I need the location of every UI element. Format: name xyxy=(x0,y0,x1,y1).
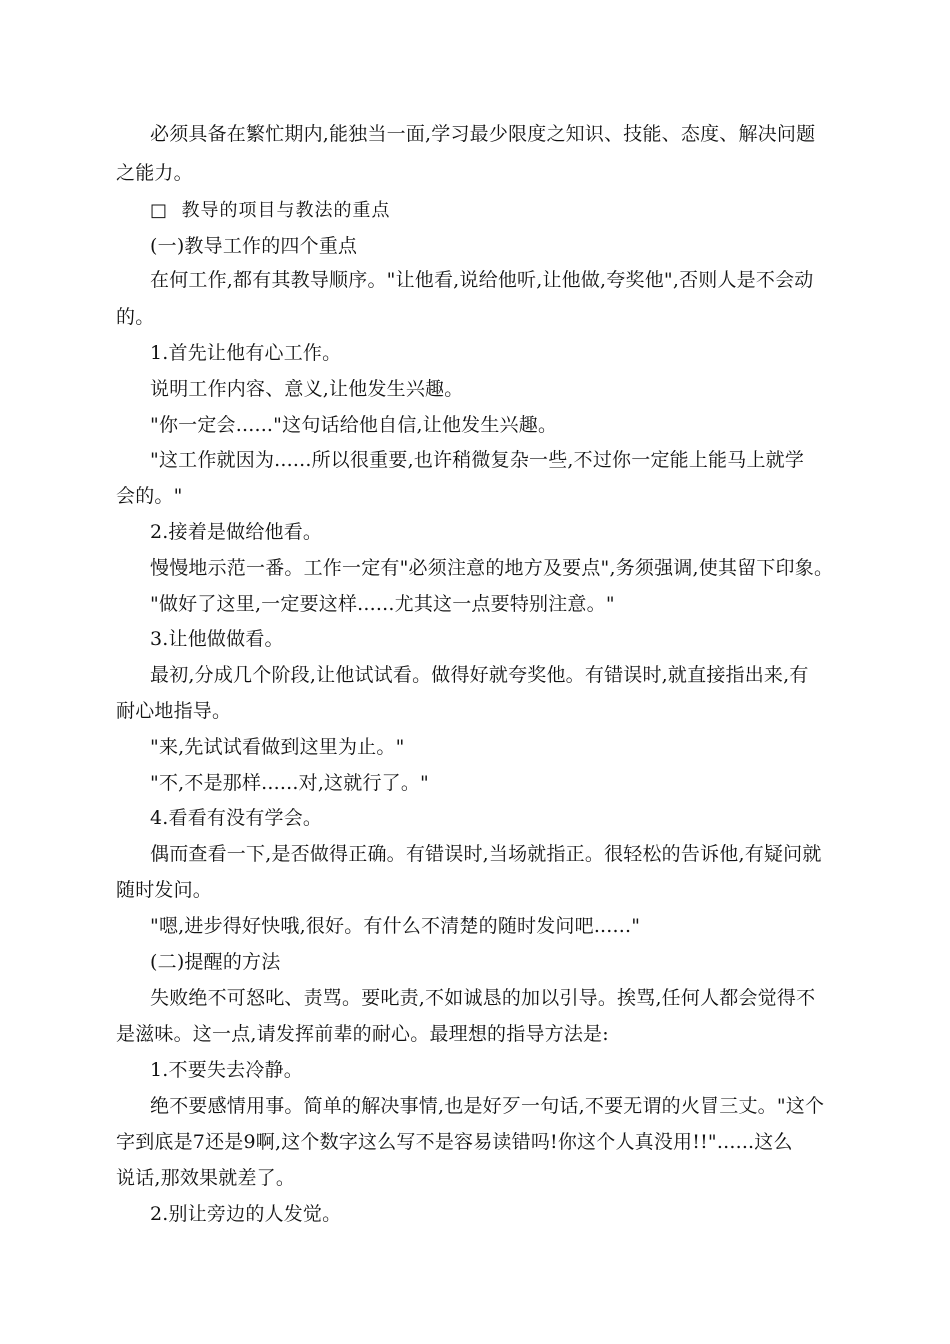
quote-line: "你一定会......"这句话给他自信,让他发生兴趣。 xyxy=(150,414,558,436)
quote-line: "来,先试试看做到这里为止。" xyxy=(150,736,405,758)
paragraph-line: 耐心地指导。 xyxy=(116,700,232,722)
paragraph-line: 慢慢地示范一番。工作一定有"必须注意的地方及要点",务须强调,使其留下印象。 xyxy=(150,557,834,579)
quote-line: "这工作就因为......所以很重要,也许稍微复杂一些,不过你一定能上能马上就学 xyxy=(150,449,805,471)
quote-line: "不,不是那样......对,这就行了。" xyxy=(150,772,429,794)
paragraph-line: 在何工作,都有其教导顺序。"让他看,说给他听,让他做,夸奖他",否则人是不会动 xyxy=(150,269,814,291)
paragraph-line: 失败绝不可怒叱、责骂。要叱责,不如诚恳的加以引导。挨骂,任何人都会觉得不 xyxy=(150,987,816,1009)
paragraph-line: 说明工作内容、意义,让他发生兴趣。 xyxy=(150,378,464,400)
paragraph-line: 偶而查看一下,是否做得正确。有错误时,当场就指正。很轻松的告诉他,有疑问就 xyxy=(150,843,822,865)
paragraph-line: 最初,分成几个阶段,让他试试看。做得好就夸奖他。有错误时,就直接指出来,有 xyxy=(150,664,809,686)
numbered-item: 3.让他做做看。 xyxy=(150,628,284,650)
numbered-item: 1.不要失去冷静。 xyxy=(150,1059,303,1081)
quote-line: 会的。" xyxy=(116,485,183,507)
paragraph-line: 随时发问。 xyxy=(116,879,213,901)
section-heading: □ 教导的项目与教法的重点 xyxy=(150,200,391,221)
paragraph-line: 说话,那效果就差了。 xyxy=(116,1167,296,1189)
paragraph-line: 的。 xyxy=(116,306,155,328)
numbered-item: 2.别让旁边的人发觉。 xyxy=(150,1203,342,1225)
numbered-item: 1.首先让他有心工作。 xyxy=(150,342,342,364)
quote-line: "做好了这里,一定要这样......尤其这一点要特别注意。" xyxy=(150,593,615,615)
subheading: (二)提醒的方法 xyxy=(150,951,281,973)
paragraph-line: 必须具备在繁忙期内,能独当一面,学习最少限度之知识、技能、态度、解决问题 xyxy=(150,123,816,145)
quote-line: "嗯,进步得好快哦,很好。有什么不清楚的随时发问吧......" xyxy=(150,915,641,937)
numbered-item: 2.接着是做给他看。 xyxy=(150,521,323,543)
paragraph-line: 是滋味。这一点,请发挥前辈的耐心。最理想的指导方法是: xyxy=(116,1023,609,1045)
paragraph-line: 之能力。 xyxy=(116,162,193,184)
numbered-item: 4.看看有没有学会。 xyxy=(150,807,323,829)
subheading: (一)教导工作的四个重点 xyxy=(150,235,358,257)
paragraph-line: 绝不要感情用事。简单的解决事情,也是好歹一句话,不要无谓的火冒三丈。"这个 xyxy=(150,1095,825,1117)
paragraph-line: 字到底是7还是9啊,这个数字这么写不是容易读错吗!你这个人真没用!!"......这么 xyxy=(116,1131,793,1153)
